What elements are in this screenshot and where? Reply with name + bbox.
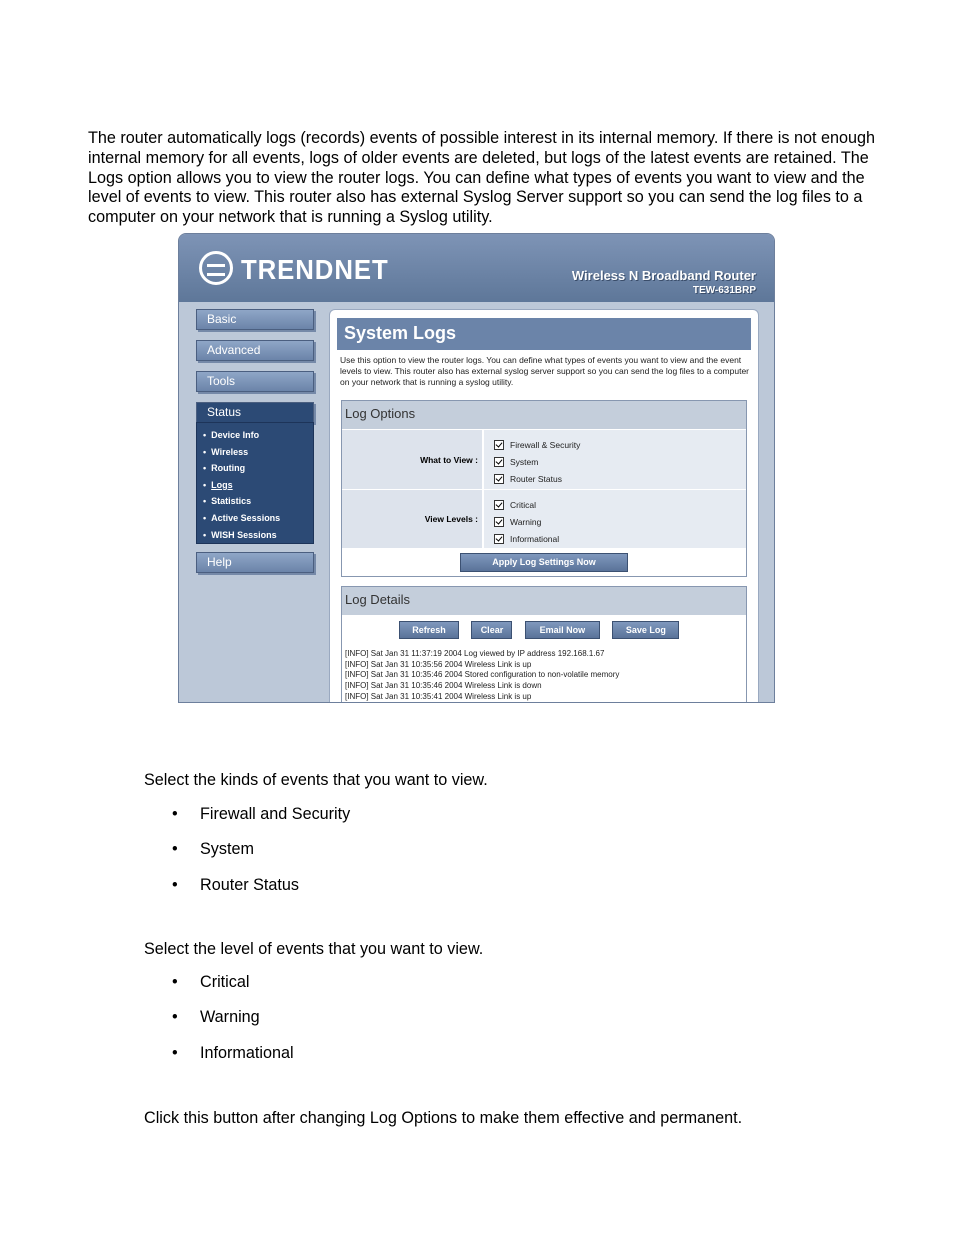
log-options-heading: Log Options <box>342 401 746 429</box>
log-line: [INFO] Sat Jan 31 10:35:41 2004 Wireless Link is up <box>345 691 532 701</box>
view-levels-description: Select the level of events that you want to view. <box>144 940 484 958</box>
submenu-device-info[interactable]: • Device Info <box>203 427 313 444</box>
submenu-statistics[interactable]: • Statistics <box>203 493 313 510</box>
trendnet-logo-text: TRENDNET <box>241 254 389 285</box>
content-panel <box>329 309 759 703</box>
page-description: Use this option to view the router logs. You can define what types of events you want to view and the event levels to view. This router also has external syslog server support so you can send the log files to a computer on your network that is running a syslog utility. <box>340 355 749 387</box>
product-model: TEW-631BRP <box>692 285 756 296</box>
save-log-button[interactable]: Save Log <box>612 621 679 639</box>
submenu-wireless[interactable]: • Wireless <box>203 444 313 461</box>
list-item: • Informational <box>144 1044 294 1079</box>
log-line: [INFO] Sat Jan 31 10:35:46 2004 Stored configuration to non-volatile memory <box>345 670 620 680</box>
product-name: Wireless N Broadband Router <box>571 268 756 283</box>
checkbox-system[interactable]: System <box>494 453 746 470</box>
page-title: System Logs <box>337 318 751 350</box>
log-entries <box>342 641 746 703</box>
checkbox-checked-icon[interactable] <box>494 500 504 510</box>
intro-paragraph: The router automatically logs (records) events of possible interest in its internal memory. If there is not enough internal memory for all events, logs of older events are deleted, but logs of the latest events are retained. The Logs option allows you to view the router logs. You can define what types of events you want to view and the level of events to view. This router also has external Syslog Server support so you can send the log files to a computer on your network that is running a Syslog utility. <box>88 129 875 227</box>
trendnet-logo-icon <box>199 251 233 285</box>
log-details-heading: Log Details <box>342 587 746 615</box>
log-options-box <box>341 400 747 577</box>
apply-log-settings-button[interactable]: Apply Log Settings Now <box>460 553 628 572</box>
checkbox-checked-icon[interactable] <box>494 440 504 450</box>
log-line: [INFO] Sat Jan 31 10:35:56 2004 Wireless Link is up <box>345 659 532 669</box>
list-item: • System <box>144 840 350 875</box>
checkbox-checked-icon[interactable] <box>494 457 504 467</box>
checkbox-firewall-security[interactable]: Firewall & Security <box>494 436 746 453</box>
what-to-view-list <box>144 805 350 911</box>
view-levels-label: View Levels : <box>342 490 482 548</box>
submenu-active-sessions[interactable]: • Active Sessions <box>203 510 313 527</box>
nav-help-button[interactable]: Help <box>196 552 314 573</box>
checkbox-informational[interactable]: Informational <box>494 530 746 547</box>
checkbox-checked-icon[interactable] <box>494 534 504 544</box>
what-to-view-description: Select the kinds of events that you want to view. <box>144 771 488 789</box>
log-line: [INFO] Sat Jan 31 11:37:19 2004 Log viewed by IP address 192.168.1.67 <box>345 649 605 658</box>
router-screenshot <box>178 233 775 703</box>
refresh-button[interactable]: Refresh <box>399 621 459 639</box>
router-header <box>179 234 774 302</box>
nav-basic-button[interactable]: Basic <box>196 309 314 330</box>
status-submenu <box>196 422 314 544</box>
submenu-routing[interactable]: • Routing <box>203 460 313 477</box>
email-now-button[interactable]: Email Now <box>525 621 600 639</box>
checkbox-checked-icon[interactable] <box>494 474 504 484</box>
list-item: • Firewall and Security <box>144 805 350 840</box>
nav-status-button[interactable]: Status <box>196 402 314 423</box>
submenu-wish-sessions[interactable]: • WISH Sessions <box>203 527 313 544</box>
apply-description: Click this button after changing Log Options to make them effective and permanent. <box>144 1109 743 1127</box>
checkbox-router-status[interactable]: Router Status <box>494 470 746 487</box>
log-line: [INFO] Sat Jan 31 10:35:46 2004 Wireless Link is down <box>345 681 542 691</box>
view-levels-row <box>342 489 746 548</box>
nav-advanced-button[interactable]: Advanced <box>196 340 314 361</box>
nav-tools-button[interactable]: Tools <box>196 371 314 392</box>
list-item: • Critical <box>144 973 294 1008</box>
what-to-view-row <box>342 429 746 489</box>
list-item: • Router Status <box>144 876 350 911</box>
what-to-view-label: What to View : <box>342 430 482 489</box>
checkbox-warning[interactable]: Warning <box>494 513 746 530</box>
clear-button[interactable]: Clear <box>471 621 512 639</box>
submenu-logs[interactable]: • Logs <box>203 477 313 494</box>
log-details-box <box>341 586 747 703</box>
view-levels-list <box>144 973 294 1079</box>
checkbox-critical[interactable]: Critical <box>494 496 746 513</box>
list-item: • Warning <box>144 1008 294 1043</box>
checkbox-checked-icon[interactable] <box>494 517 504 527</box>
